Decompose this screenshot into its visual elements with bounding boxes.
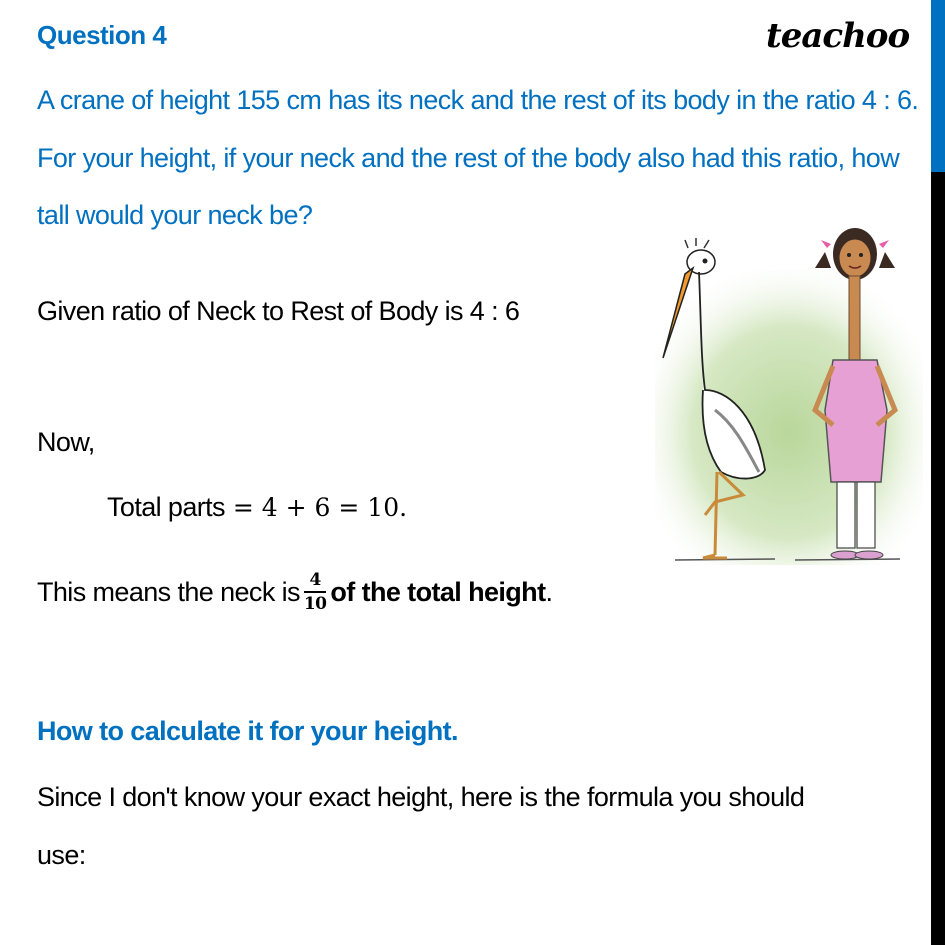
formula-intro-line2: use: — [37, 840, 86, 870]
side-bar-black-segment — [931, 172, 945, 945]
question-text: A crane of height 155 cm has its neck and the rest of its body in the ratio 4 : 6. For your height, if your neck and the rest of the body also had this ratio, how tall would your neck be? — [37, 85, 919, 230]
neck-fraction-line — [37, 572, 552, 616]
teachoo-logo: teachoo — [766, 16, 910, 56]
question-label: Question 4 — [37, 20, 167, 50]
crane-girl-illustration — [655, 210, 923, 572]
fraction-denominator: 10 — [303, 594, 327, 614]
total-parts-equation: = 4 + 6 = 10. — [224, 493, 408, 522]
formula-intro-line1: Since I don't know your exact height, here is the formula you should — [37, 782, 805, 812]
how-to-calculate-heading: How to calculate it for your height. — [37, 716, 458, 746]
total-parts-line — [107, 492, 407, 523]
neck-prefix: This means the neck is — [37, 577, 300, 608]
side-bar-blue-segment — [931, 0, 945, 172]
slide-side-bar — [931, 0, 945, 945]
fraction-numerator: 4 — [304, 570, 326, 593]
now-text: Now, — [37, 427, 95, 457]
neck-suffix-end: . — [545, 577, 553, 608]
given-ratio-text: Given ratio of Neck to Rest of Body is 4 : 6 — [37, 296, 520, 326]
neck-suffix-bold: of the total height — [330, 577, 546, 608]
fraction-four-tenths — [304, 570, 326, 614]
total-parts-label: Total parts — [107, 492, 225, 522]
